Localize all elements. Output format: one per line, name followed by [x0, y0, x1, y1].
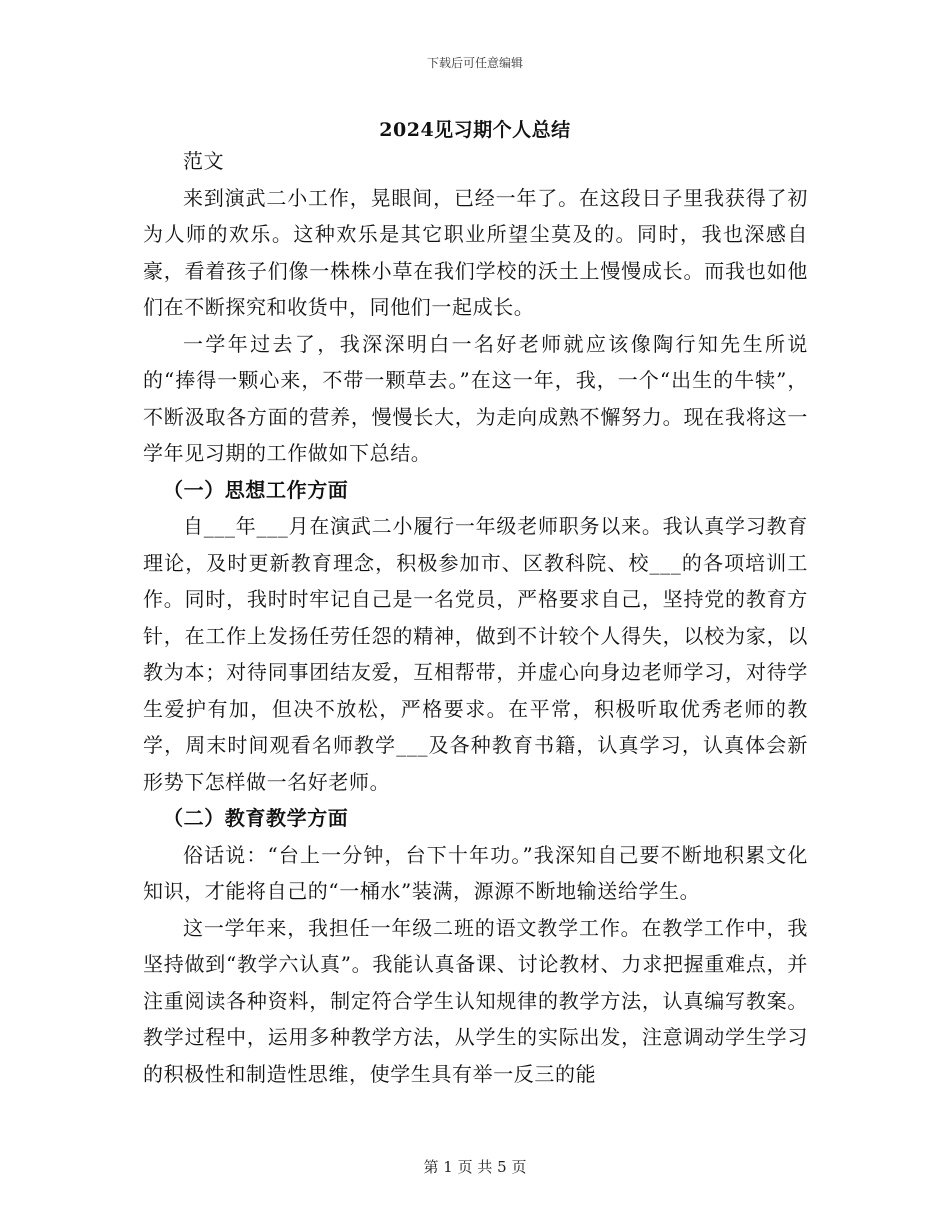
document-body: [143, 143, 808, 1092]
paragraph-proverb: 俗话说：“台上一分钟，台下十年功。”我深知自己要不断地积累文化知识，才能将自己的“一桶水”装满，源源不断地输送给学生。: [143, 842, 808, 903]
section-heading-teaching: （二）教育教学方面: [163, 806, 349, 830]
header-note: 下载后可任意编辑: [426, 56, 523, 70]
paragraph-teaching-work: 这一学年来，我担任一年级二班的语文教学工作。在教学工作中，我坚持做到“教学六认真”。我能认真备课、讨论教材、力求把握重难点，并注重阅读各种资料，制定符合学生认知规律的教学方法，认真编写教案。教学过程中，运用多种教学方法，从学生的实际出发，注意调动学生学习的积极性和制造性思维，使学生具有举一反三的能: [143, 915, 808, 1086]
document-title: 2024见习期个人总结: [379, 119, 571, 141]
page-footer: 第 1 页 共 5 页: [423, 1158, 527, 1176]
section-heading-thought: （一）思想工作方面: [163, 477, 349, 502]
document-subtitle: 范文: [183, 149, 225, 173]
paragraph-intro: 来到演武二小工作，晃眼间，已经一年了。在这段日子里我获得了初为人师的欢乐。这种欢乐是其它职业所望尘莫及的。同时，我也深感自豪，看着孩子们像一株株小草在我们学校的沃土上慢慢成长。而我也如他们在不断探究和收货中，同他们一起成长。: [143, 185, 808, 319]
paragraph-summary: 一学年过去了，我深深明白一名好老师就应该像陶行知先生所说的“捧得一颗心来，不带一颗草去。”在这一年，我，一个“出生的牛犊”，不断汲取各方面的营养，慢慢长大，为走向成熟不懈努力。现在我将这一学年见习期的工作做如下总结。: [143, 331, 808, 465]
paragraph-thought-work: 自___年___月在演武二小履行一年级老师职务以来。我认真学习教育理论，及时更新教育理念，积极参加市、区教科院、校___的各项培训工作。同时，我时时牢记自己是一名党员，严格要求自己，坚持党的教育方针，在工作上发扬任劳任怨的精神，做到不计较个人得失，以校为家，以教为本；对待同事团结友爱，互相帮带，并虚心向身边老师学习，对待学生爱护有加，但决不放松，严格要求。在平常，积极听取优秀老师的教学，周末时间观看名师教学___及各种教育书籍，认真学习，认真体会新形势下怎样做一名好老师。: [143, 514, 808, 794]
